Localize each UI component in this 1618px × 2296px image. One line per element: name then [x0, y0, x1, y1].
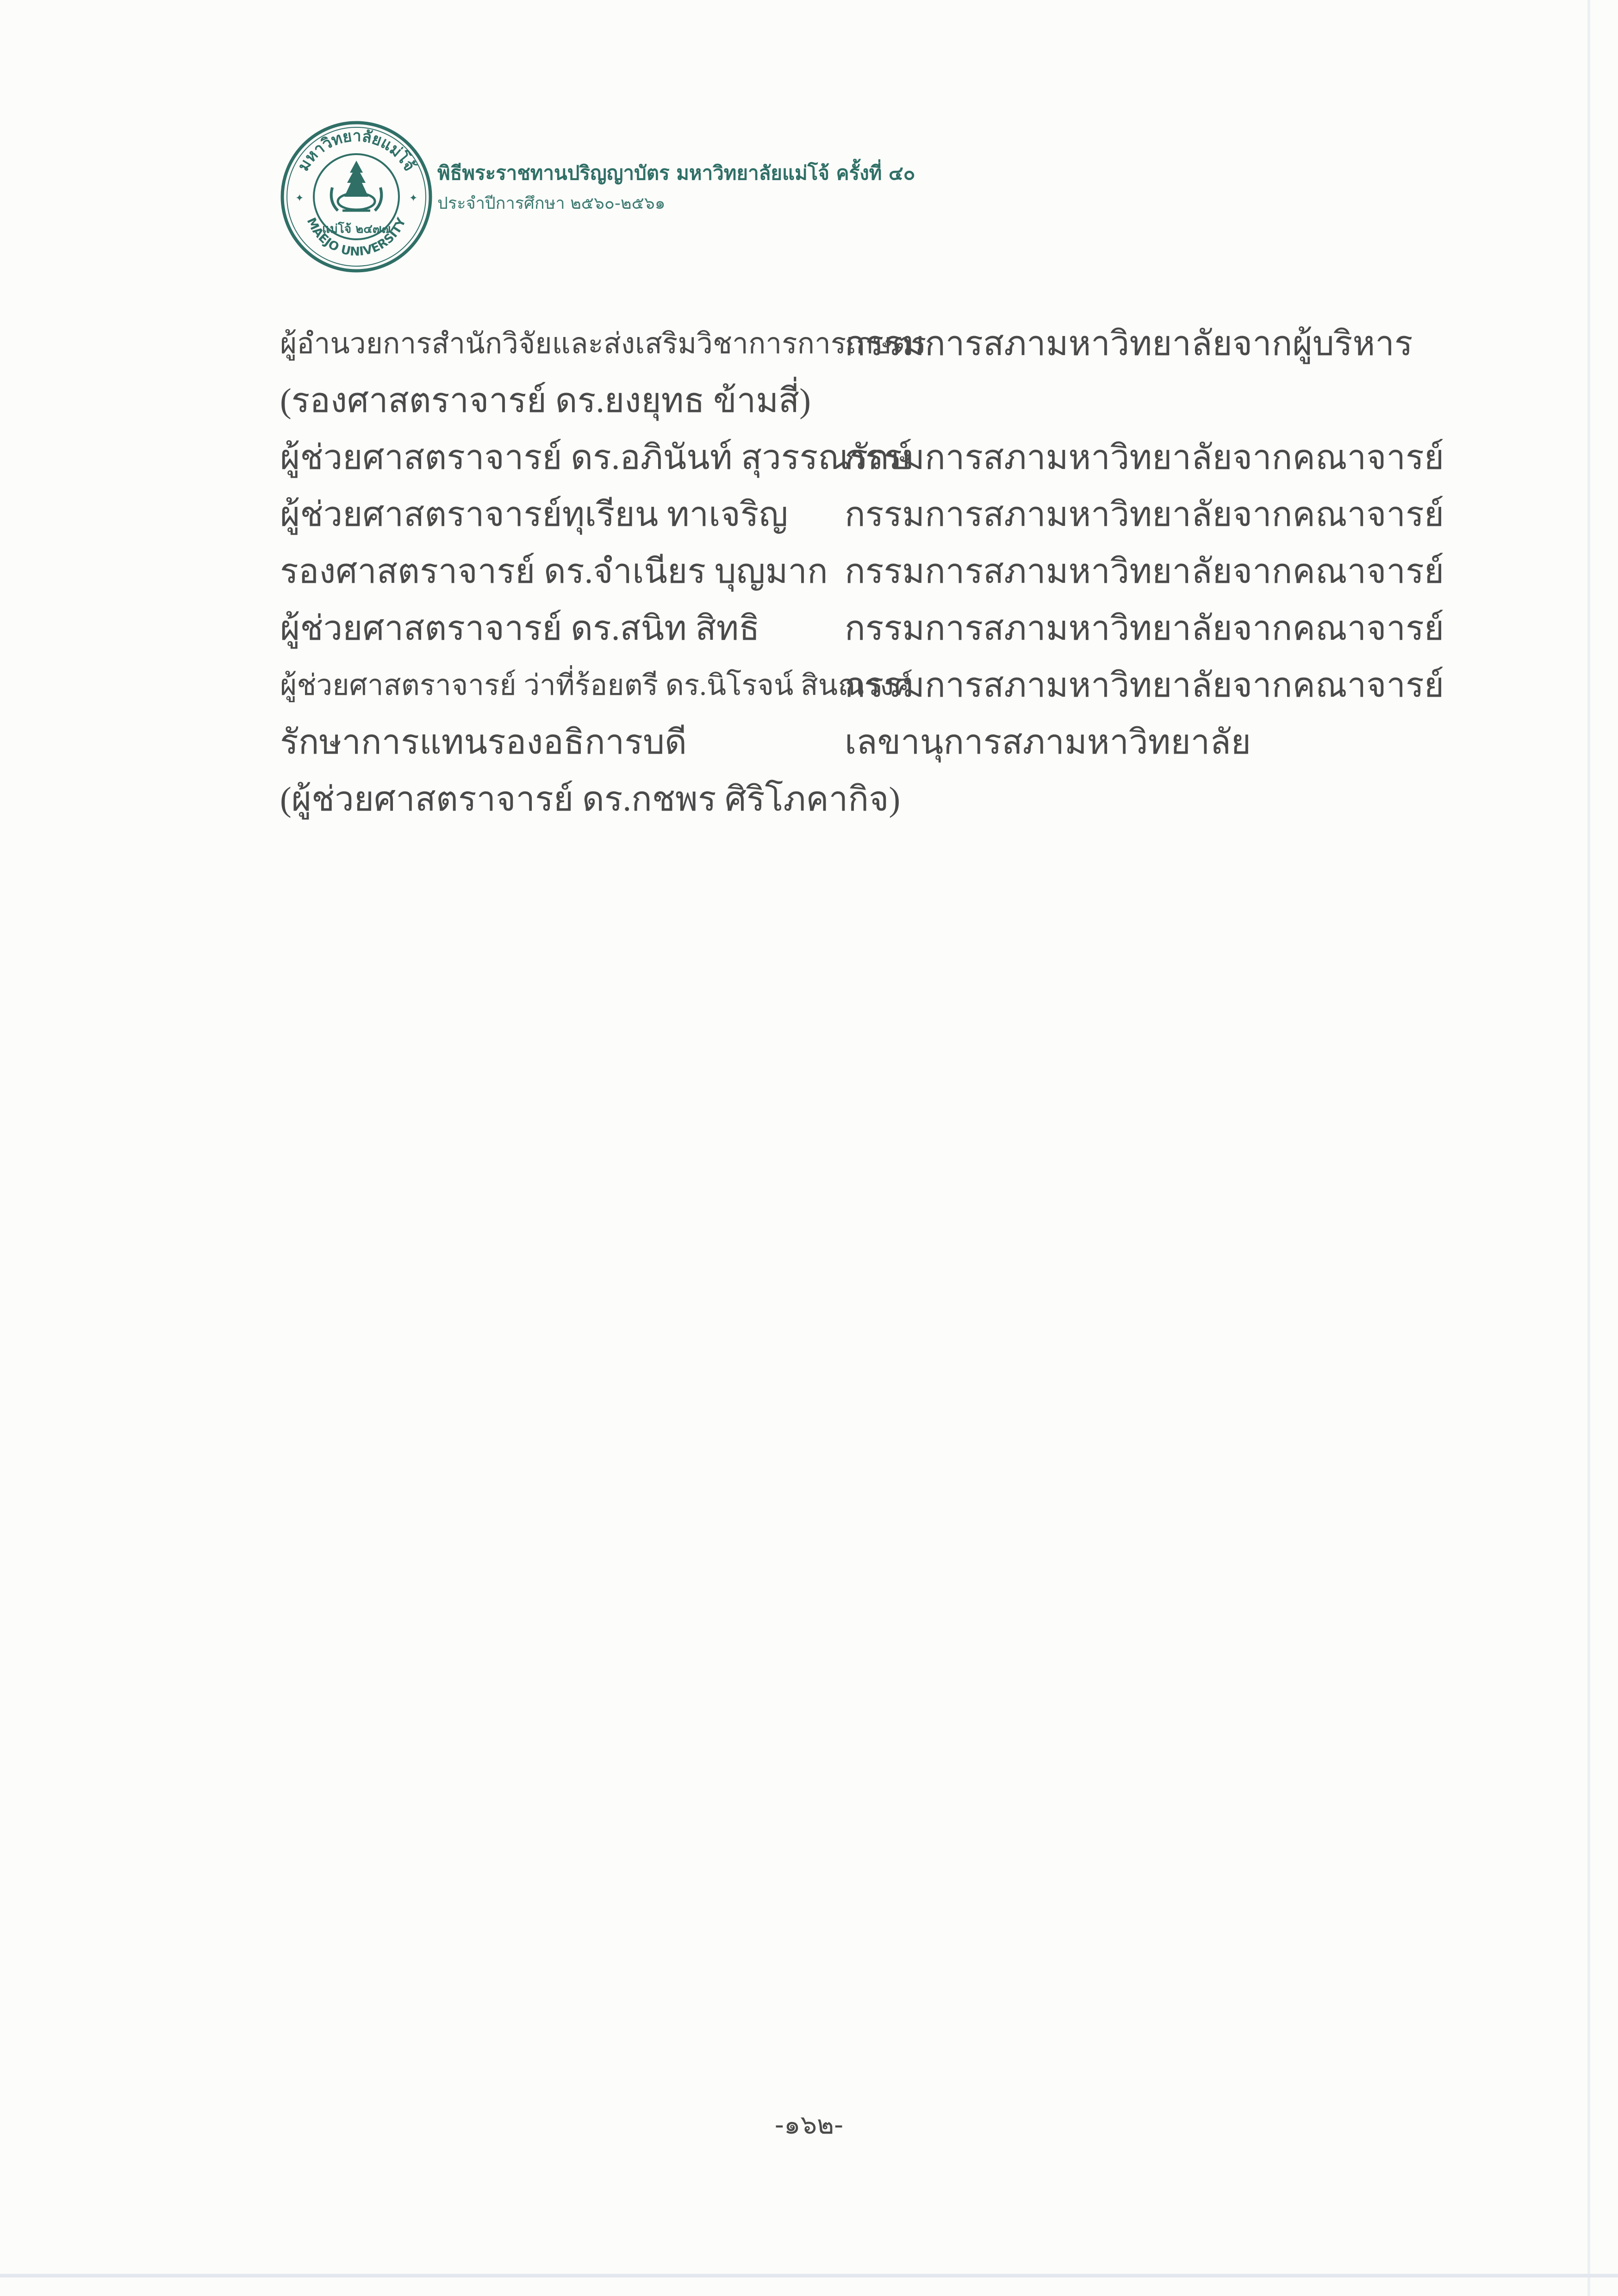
member-name: ผู้ช่วยศาสตราจารย์ ดร.อภินันท์ สุวรรณรักษ์	[280, 439, 912, 477]
page-edge-right	[1587, 0, 1590, 2296]
svg-text:✦: ✦	[295, 193, 304, 204]
member-name: (ผู้ช่วยศาสตราจารย์ ดร.กชพร ศิริโภคากิจ)	[280, 780, 901, 818]
committee-member-list	[280, 316, 1444, 828]
member-row	[280, 714, 1437, 771]
member-role: กรรมการสภามหาวิทยาลัยจากผู้บริหาร	[845, 325, 1413, 363]
member-name: ผู้อำนวยการสำนักวิจัยและส่งเสริมวิชาการการเกษตร	[280, 328, 927, 360]
seal-bottom-text: MAEJO UNIVERSITY	[304, 215, 409, 259]
member-role: กรรมการสภามหาวิทยาลัยจากคณาจารย์	[845, 553, 1444, 591]
member-role: กรรมการสภามหาวิทยาลัยจากคณาจารย์	[845, 496, 1444, 534]
seal-emblem-icon	[331, 161, 382, 211]
member-name: ผู้ช่วยศาสตราจารย์ทุเรียน ทาเจริญ	[280, 496, 788, 534]
member-role: กรรมการสภามหาวิทยาลัยจากคณาจารย์	[845, 610, 1444, 648]
member-row	[280, 487, 1444, 543]
member-role: กรรมการสภามหาวิทยาลัยจากคณาจารย์	[845, 439, 1444, 477]
member-name: ผู้ช่วยศาสตราจารย์ ดร.สนิท สิทธิ	[280, 610, 760, 648]
member-row	[280, 771, 1437, 828]
seal-top-text: มหาวิทยาลัยแม่โจ้	[294, 126, 419, 175]
member-role: กรรมการสภามหาวิทยาลัยจากคณาจารย์	[845, 667, 1444, 705]
member-row	[280, 430, 1444, 487]
member-row	[280, 600, 1444, 657]
member-role: เลขานุการสภามหาวิทยาลัย	[845, 724, 1251, 761]
member-name: (รองศาสตราจารย์ ดร.ยงยุทธ ข้ามสี่)	[280, 382, 811, 420]
member-row	[280, 316, 1437, 373]
page-number: -๑๖๒-	[774, 2110, 844, 2140]
member-row	[280, 373, 1437, 430]
page-edge-bottom	[0, 2274, 1618, 2277]
university-seal-logo	[278, 118, 435, 275]
member-name: รองศาสตราจารย์ ดร.จำเนียร บุญมาก	[280, 553, 828, 591]
member-row	[280, 657, 1444, 714]
seal-center-text: แม่โจ้ ๒๔๗๗	[322, 222, 391, 236]
member-row	[280, 543, 1444, 600]
header-subtitle: ประจำปีการศึกษา ๒๕๖๐-๒๕๖๑	[437, 194, 666, 213]
svg-text:✦: ✦	[409, 193, 418, 204]
member-name: รักษาการแทนรองอธิการบดี	[280, 724, 687, 761]
header-title: พิธีพระราชทานปริญญาบัตร มหาวิทยาลัยแม่โจ้ ครั้งที่ ๔๐	[437, 162, 915, 184]
ceremony-header	[437, 156, 915, 218]
member-name: ผู้ช่วยศาสตราจารย์ ว่าที่ร้อยตรี ดร.นิโรจน์ สินณรงค์	[280, 670, 913, 701]
